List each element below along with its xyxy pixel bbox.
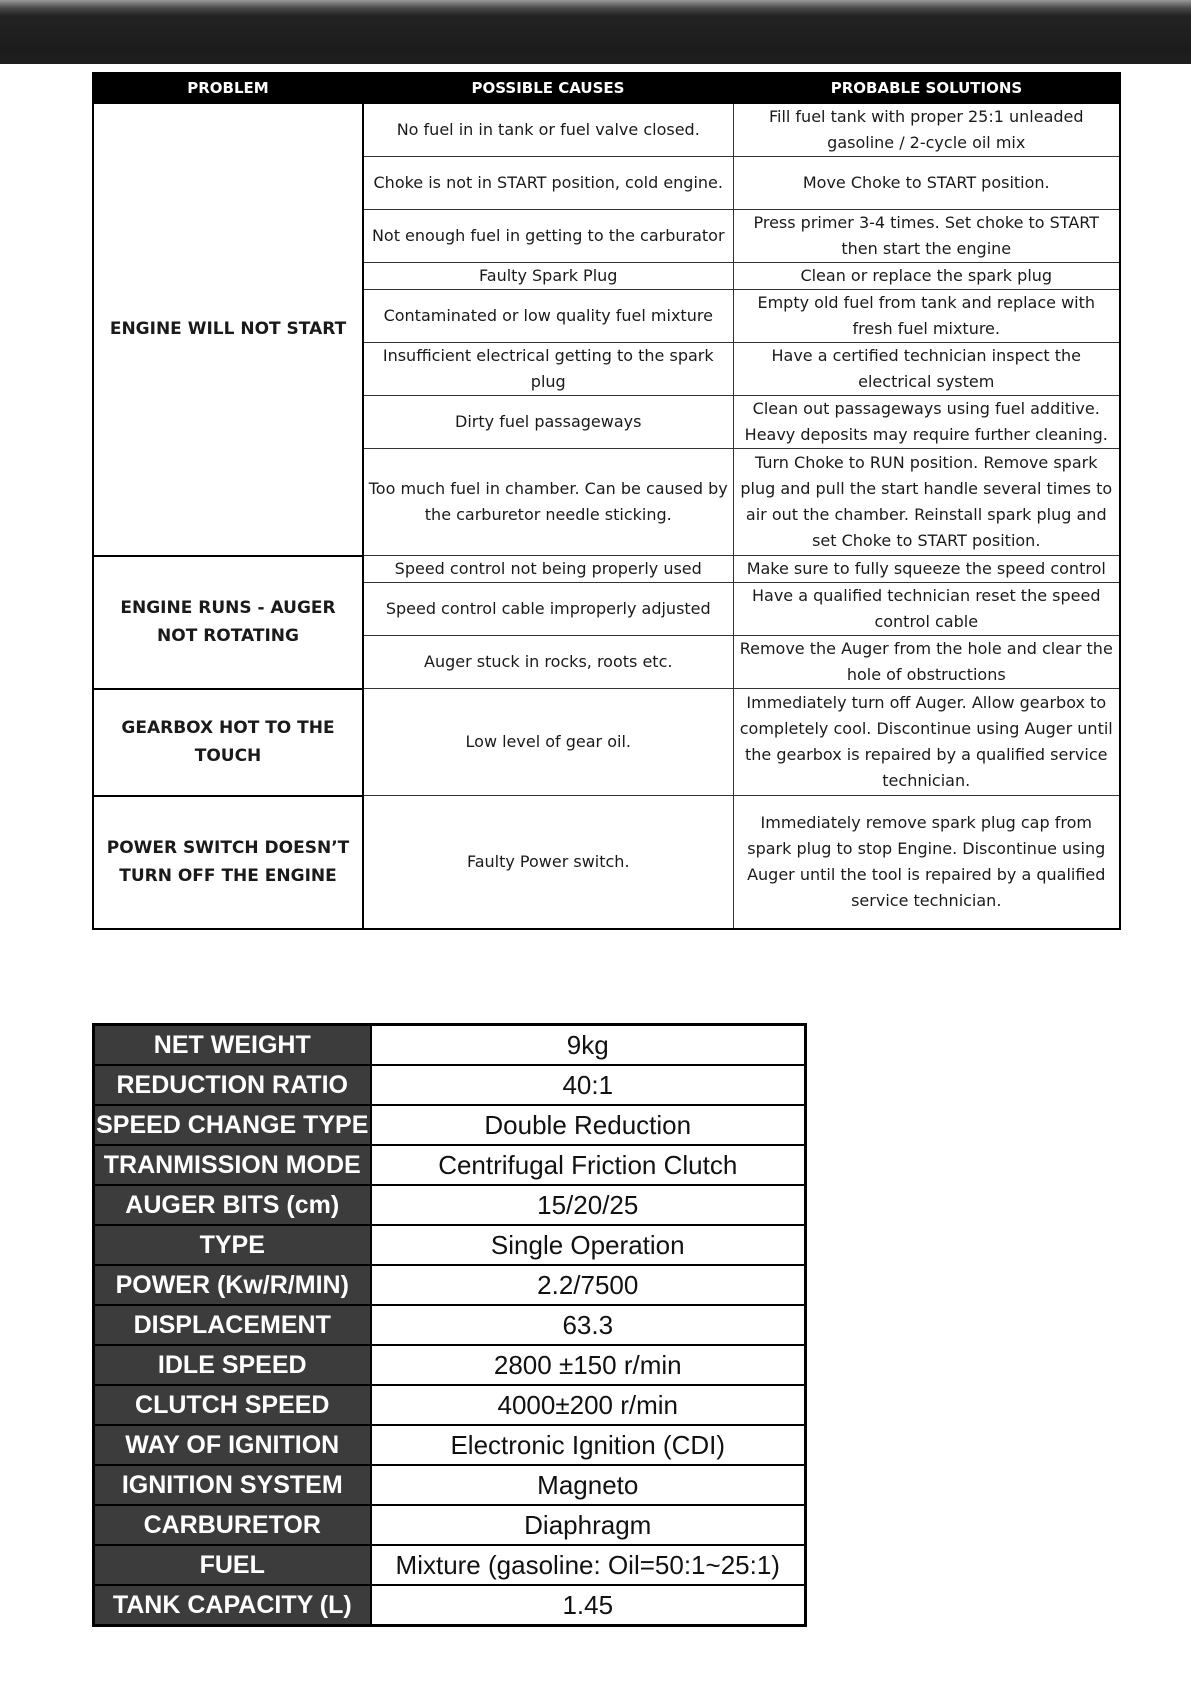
- header-bar: [0, 0, 1191, 64]
- spec-label: REDUCTION RATIO: [94, 1065, 371, 1105]
- spec-row: [94, 1345, 806, 1385]
- spec-label: IGNITION SYSTEM: [94, 1465, 371, 1505]
- spec-label: TYPE: [94, 1225, 371, 1265]
- cause-cell: Faulty Spark Plug: [363, 263, 733, 290]
- spec-row: [94, 1425, 806, 1465]
- table-row: [93, 103, 1120, 157]
- specifications-table: [92, 1023, 807, 1627]
- solution-cell: Empty old fuel from tank and replace with fresh fuel mixture.: [733, 290, 1120, 343]
- spec-row: [94, 1545, 806, 1585]
- table-row: [93, 689, 1120, 796]
- solution-cell: Move Choke to START position.: [733, 157, 1120, 210]
- spec-value: Mixture (gasoline: Oil=50:1~25:1): [371, 1545, 806, 1585]
- spec-label: CARBURETOR: [94, 1505, 371, 1545]
- solution-cell: Have a qualified technician reset the speed control cable: [733, 583, 1120, 636]
- header-causes: POSSIBLE CAUSES: [363, 73, 733, 103]
- cause-cell: Speed control cable improperly adjusted: [363, 583, 733, 636]
- spec-label: POWER (Kw/R/MIN): [94, 1265, 371, 1305]
- spec-row: [94, 1465, 806, 1505]
- spec-label: IDLE SPEED: [94, 1345, 371, 1385]
- header-problem: PROBLEM: [93, 73, 363, 103]
- spec-value: 9kg: [371, 1025, 806, 1066]
- troubleshooting-table: [92, 72, 1121, 930]
- solution-cell: Clean or replace the spark plug: [733, 263, 1120, 290]
- cause-cell: Speed control not being properly used: [363, 556, 733, 583]
- solution-cell: Turn Choke to RUN position. Remove spark plug and pull the start handle several times to air out the chamber. Reinstall spark plug and set Choke to START position.: [733, 449, 1120, 556]
- spec-value: Diaphragm: [371, 1505, 806, 1545]
- cause-cell: Not enough fuel in getting to the carburator: [363, 210, 733, 263]
- spec-row: [94, 1105, 806, 1145]
- spec-label: WAY OF IGNITION: [94, 1425, 371, 1465]
- cause-cell: Insufficient electrical getting to the spark plug: [363, 343, 733, 396]
- cause-cell: Dirty fuel passageways: [363, 396, 733, 449]
- spec-label: FUEL: [94, 1545, 371, 1585]
- spec-value: Single Operation: [371, 1225, 806, 1265]
- solution-cell: Immediately remove spark plug cap from spark plug to stop Engine. Discontinue using Auger until the tool is repaired by a qualified service technician.: [733, 796, 1120, 929]
- solution-cell: Fill fuel tank with proper 25:1 unleaded gasoline / 2-cycle oil mix: [733, 103, 1120, 157]
- spec-value: Electronic Ignition (CDI): [371, 1425, 806, 1465]
- spec-label: DISPLACEMENT: [94, 1305, 371, 1345]
- spec-label: CLUTCH SPEED: [94, 1385, 371, 1425]
- spec-value: 15/20/25: [371, 1185, 806, 1225]
- spec-label: TRANMISSION MODE: [94, 1145, 371, 1185]
- solution-cell: Remove the Auger from the hole and clear the hole of obstructions: [733, 636, 1120, 689]
- spec-row: [94, 1385, 806, 1425]
- table-header-row: [93, 73, 1120, 103]
- spec-value: Centrifugal Friction Clutch: [371, 1145, 806, 1185]
- spec-row: [94, 1585, 806, 1626]
- cause-cell: Choke is not in START position, cold engine.: [363, 157, 733, 210]
- spec-row: [94, 1185, 806, 1225]
- spec-value: 4000±200 r/min: [371, 1385, 806, 1425]
- spec-value: 63.3: [371, 1305, 806, 1345]
- spec-row: [94, 1065, 806, 1105]
- spec-value: 2.2/7500: [371, 1265, 806, 1305]
- spec-value: Magneto: [371, 1465, 806, 1505]
- spec-row: [94, 1505, 806, 1545]
- problem-engine-runs-auger-not-rotating: ENGINE RUNS - AUGER NOT ROTATING: [93, 556, 363, 689]
- solution-cell: Press primer 3-4 times. Set choke to START then start the engine: [733, 210, 1120, 263]
- cause-cell: Faulty Power switch.: [363, 796, 733, 929]
- solution-cell: Make sure to fully squeeze the speed control: [733, 556, 1120, 583]
- cause-cell: No fuel in in tank or fuel valve closed.: [363, 103, 733, 157]
- cause-cell: Auger stuck in rocks, roots etc.: [363, 636, 733, 689]
- spec-row: [94, 1305, 806, 1345]
- spec-label: SPEED CHANGE TYPE: [94, 1105, 371, 1145]
- spec-value: 1.45: [371, 1585, 806, 1626]
- spec-row: [94, 1265, 806, 1305]
- cause-cell: Low level of gear oil.: [363, 689, 733, 796]
- table-row: [93, 556, 1120, 583]
- spec-value: 2800 ±150 r/min: [371, 1345, 806, 1385]
- solution-cell: Clean out passageways using fuel additive. Heavy deposits may require further cleaning.: [733, 396, 1120, 449]
- header-solutions: PROBABLE SOLUTIONS: [733, 73, 1120, 103]
- spec-label: NET WEIGHT: [94, 1025, 371, 1066]
- solution-cell: Immediately turn off Auger. Allow gearbox to completely cool. Discontinue using Auger until the gearbox is repaired by a qualified service technician.: [733, 689, 1120, 796]
- problem-engine-will-not-start: ENGINE WILL NOT START: [93, 103, 363, 556]
- spec-row: [94, 1025, 806, 1066]
- problem-power-switch: POWER SWITCH DOESN’T TURN OFF THE ENGINE: [93, 796, 363, 929]
- spec-value: Double Reduction: [371, 1105, 806, 1145]
- problem-gearbox-hot: GEARBOX HOT TO THE TOUCH: [93, 689, 363, 796]
- table-row: [93, 796, 1120, 929]
- solution-cell: Have a certified technician inspect the electrical system: [733, 343, 1120, 396]
- spec-label: TANK CAPACITY (L): [94, 1585, 371, 1626]
- spec-value: 40:1: [371, 1065, 806, 1105]
- cause-cell: Too much fuel in chamber. Can be caused by the carburetor needle sticking.: [363, 449, 733, 556]
- spec-label: AUGER BITS (cm): [94, 1185, 371, 1225]
- spec-row: [94, 1145, 806, 1185]
- cause-cell: Contaminated or low quality fuel mixture: [363, 290, 733, 343]
- spec-row: [94, 1225, 806, 1265]
